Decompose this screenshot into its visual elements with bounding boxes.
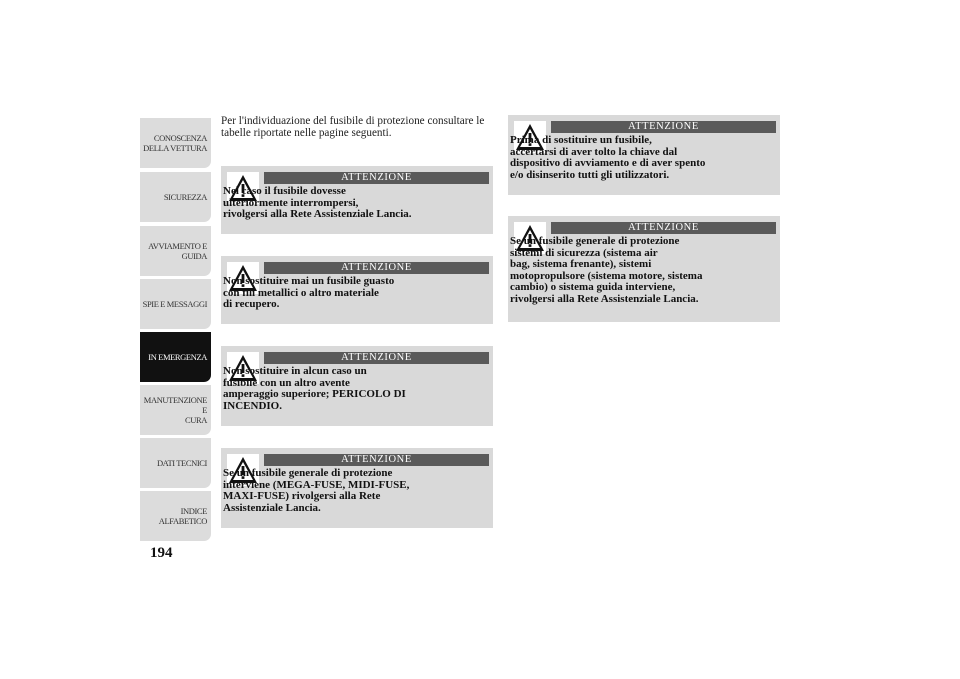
tab-manutenzione-e-cura[interactable]: MANUTENZIONE E CURA <box>140 385 211 435</box>
warning-heading: ATTENZIONE <box>264 454 489 466</box>
tab-avviamento-e-guida[interactable]: AVVIAMENTO E GUIDA <box>140 226 211 276</box>
warning-box <box>221 448 493 528</box>
warning-heading: ATTENZIONE <box>264 352 489 364</box>
warning-text: Se un fusibile generale di protezione sistemi di sicurezza (sistema air bag, sistema frenante), sistemi motopropulsore (sistema motore, sistema cambio) o sistema guida interviene, rivolgersi alla Rete Assistenziale Lancia. <box>510 235 703 305</box>
tab-dati-tecnici[interactable]: DATI TECNICI <box>140 438 211 488</box>
warning-box <box>221 256 493 324</box>
warning-text: Se un fusibile generale di protezione interviene (MEGA-FUSE, MIDI-FUSE, MAXI-FUSE) rivolgersi alla Rete Assistenziale Lancia. <box>223 467 410 514</box>
intro-paragraph: Per l'individuazione del fusibile di protezione consultare le tabelle riportate nelle pagine seguenti. <box>221 115 485 140</box>
warning-box <box>508 216 780 322</box>
tab-in-emergenza[interactable]: IN EMERGENZA <box>140 332 211 382</box>
warning-heading: ATTENZIONE <box>264 262 489 274</box>
warning-heading: ATTENZIONE <box>551 222 776 234</box>
warning-heading: ATTENZIONE <box>551 121 776 133</box>
warning-text: Non sostituire mai un fusibile guasto con fili metallici o altro materiale di recupero. <box>223 275 395 310</box>
tab-indice-alfabetico[interactable]: INDICE ALFABETICO <box>140 491 211 541</box>
tab-conoscenza-della-vettura[interactable]: CONOSCENZA DELLA VETTURA <box>140 118 211 168</box>
warning-heading: ATTENZIONE <box>264 172 489 184</box>
warning-box <box>221 166 493 234</box>
warning-box <box>221 346 493 426</box>
warning-text: Nel caso il fusibile dovesse ulteriormente interrompersi, rivolgersi alla Rete Assistenziale Lancia. <box>223 185 412 220</box>
warning-text: Prima di sostituire un fusibile, accertarsi di aver tolto la chiave dal dispositivo di avviamento e di aver spento e/o disinserito tutti gli utilizzatori. <box>510 134 706 181</box>
tab-sicurezza[interactable]: SICUREZZA <box>140 172 211 222</box>
tab-spie-e-messaggi[interactable]: SPIE E MESSAGGI <box>140 279 211 329</box>
page-number: 194 <box>150 545 173 561</box>
warning-box <box>508 115 780 195</box>
warning-text: Non sostituire in alcun caso un fusibile con un altro avente amperaggio superiore; PERICOLO DI INCENDIO. <box>223 365 406 412</box>
